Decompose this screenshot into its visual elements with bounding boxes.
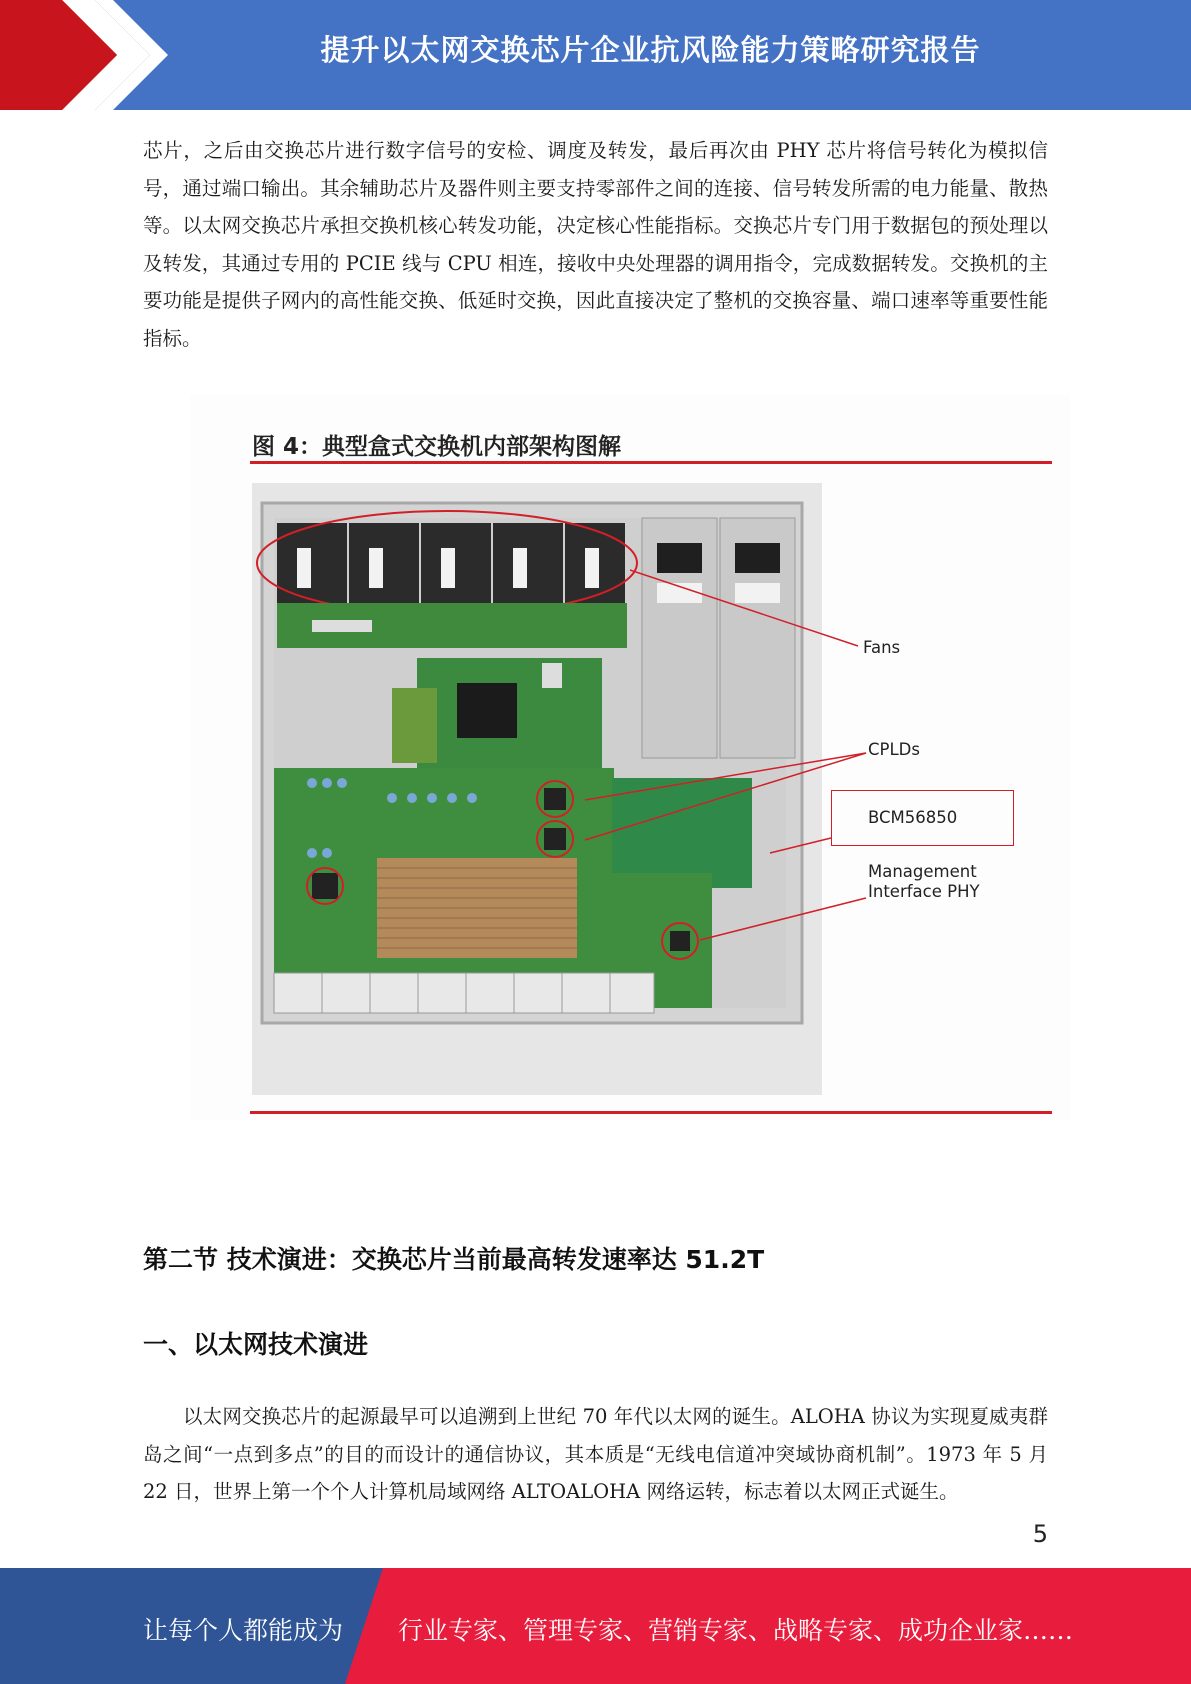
callout-fans: Fans — [863, 638, 901, 657]
footer-slogan-left: 让每个人都能成为 — [143, 1616, 344, 1645]
fan-row — [277, 523, 625, 608]
figure-caption: 图 4：典型盒式交换机内部架构图解 — [252, 434, 622, 460]
callout-mgmt-line-2: Interface PHY — [868, 882, 980, 901]
page-number: 5 — [1032, 1520, 1048, 1548]
footer-slogan-right: 行业专家、管理专家、营销专家、战略专家、成功企业家…… — [398, 1616, 1074, 1645]
body-paragraph-1: 芯片，之后由交换芯片进行数字信号的安检、调度及转发，最后再次由 PHY 芯片将信号转化为模拟信号，通过端口输出。其余辅助芯片及器件则主要支持零部件之间的连接、信号转发所需的电力能量、散热等。以太网交换芯片承担交换机核心转发功能，决定核心性能指标。交换芯片专门用于数据包的预处理以及转发，其通过专用的 PCIE 线与 CPU 相连，接收中央处理器的调用指令，完成数据转发。交换机的主要功能是提供子网内的高性能交换、低延时交换，因此直接决定了整机的交换容量、端口速率等重要性能指标。 — [143, 139, 1048, 350]
report-title: 提升以太网交换芯片企业抗风险能力策略研究报告 — [320, 33, 981, 67]
callout-cplds: CPLDs — [868, 740, 920, 759]
page-footer — [0, 1568, 1191, 1684]
section-heading: 第二节 技术演进：交换芯片当前最高转发速率达 51.2T — [143, 1245, 765, 1274]
figure-rule-bottom — [250, 1111, 1052, 1114]
figure-rule-top — [250, 461, 1052, 464]
callout-bcm56850: BCM56850 — [868, 808, 958, 827]
page-header — [0, 0, 1191, 110]
body-paragraph-2: 以太网交换芯片的起源最早可以追溯到上世纪 70 年代以太网的诞生。ALOHA 协议为实现夏威夷群岛之间“一点到多点”的目的而设计的通信协议，其本质是“无线电信道冲突域协商机制”。1973 年 5 月 22 日，世界上第一个个人计算机局域网络 ALTOALOHA 网络运转，标志着以太网正式诞生。 — [143, 1405, 1048, 1503]
sub-heading: 一、以太网技术演进 — [143, 1330, 369, 1359]
switch-internal-photo — [252, 483, 822, 1095]
callout-mgmt-line-1: Management — [868, 862, 977, 881]
callout-management-phy — [868, 862, 980, 902]
